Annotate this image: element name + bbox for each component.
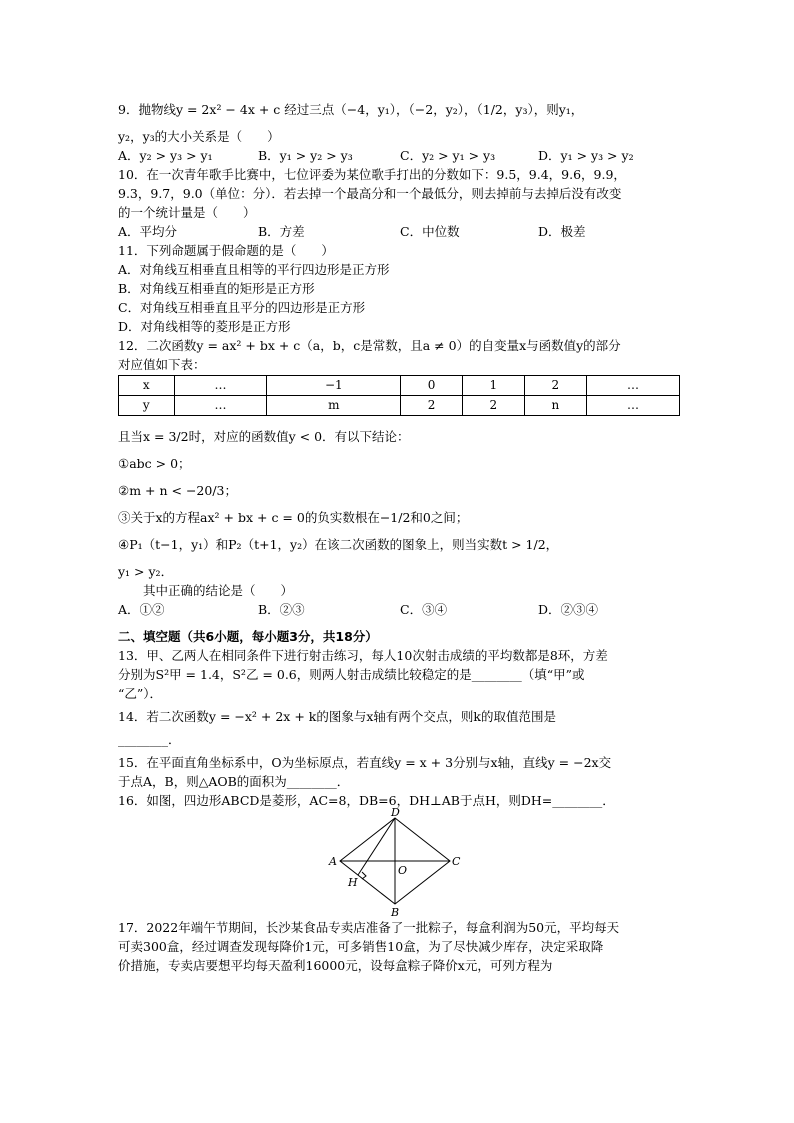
q11-option-c: C．对角线互相垂直且平分的四边形是正方形	[118, 300, 366, 315]
q12-conclusion-3: ③关于x的方程ax² + bx + c = 0的负实数根在−1/2和0之间；	[118, 510, 469, 525]
q10-option-c: C．中位数	[400, 224, 460, 239]
q17-line2: 可卖300盒，经过调查发现每降价1元，可多销售10盒，为了尽快减少库存，决定采取降	[118, 939, 604, 954]
q12-options	[118, 600, 680, 619]
q12-condition: 且当x = 3/2时，对应的函数值y < 0．有以下结论：	[118, 429, 410, 444]
q12-option-c: C．③④	[400, 602, 448, 617]
rhombus-diagram	[328, 806, 461, 919]
right-angle-mark	[362, 872, 366, 879]
q11-option-d: D．对角线相等的菱形是正方形	[118, 319, 291, 334]
table-cell: …	[587, 396, 680, 416]
q17-line3: 价措施，专卖店要想平均每天盈利16000元，设每盒粽子降价x元，可列方程为	[118, 958, 553, 973]
q9-option-d: D．y₁ > y₃ > y₂	[538, 148, 634, 163]
q12-option-a: A．①②	[118, 602, 165, 617]
table-cell: 2	[462, 396, 524, 416]
q12-value-table	[118, 375, 680, 416]
table-row-x	[119, 376, 680, 396]
table-cell: 1	[462, 376, 524, 396]
q12-question: 其中正确的结论是（ ）	[143, 583, 294, 598]
table-cell: n	[524, 396, 586, 416]
q12-conclusion-1: ①abc > 0；	[118, 456, 191, 471]
q11-option-b: B．对角线互相垂直的矩形是正方形	[118, 281, 315, 296]
q15-line1: 15．在平面直角坐标系中，O为坐标原点，若直线y = x + 3分别与x轴，直线y = −2x交	[118, 755, 612, 770]
q14-line2: ________．	[118, 732, 181, 747]
q9-line2: y₂，y₃的大小关系是（ ）	[118, 129, 280, 144]
q12-conclusion-4b: y₁ > y₂．	[118, 564, 174, 579]
table-cell: 2	[524, 376, 586, 396]
q15-line2: 于点A，B，则△AOB的面积为________．	[118, 774, 350, 789]
table-cell: y	[119, 396, 175, 416]
table-cell: x	[119, 376, 175, 396]
table-cell: 2	[401, 396, 463, 416]
table-cell: −1	[267, 376, 401, 396]
table-row-y	[119, 396, 680, 416]
q10-option-b: B．方差	[258, 224, 305, 239]
q13-line2: 分别为S²甲 = 1.4，S²乙 = 0.6，则两人射击成绩比较稳定的是________（填“甲”或	[118, 667, 585, 682]
label-a: A	[329, 855, 337, 868]
label-c: C	[452, 855, 461, 868]
q10-option-d: D．极差	[538, 224, 586, 239]
label-h: H	[348, 876, 358, 889]
table-cell: …	[174, 376, 267, 396]
q12-line1: 12．二次函数y = ax² + bx + c（a，b，c是常数，且a ≠ 0）的自变量x与函数值y的部分	[118, 338, 621, 353]
label-d: D	[391, 806, 400, 819]
perpendicular-dh	[358, 818, 395, 875]
q10-line2: 9.3，9.7，9.0（单位：分）．若去掉一个最高分和一个最低分，则去掉前与去掉后没有改变	[118, 186, 622, 201]
table-cell: …	[174, 396, 267, 416]
q10-options	[118, 222, 680, 241]
q9-line1: 9．抛物线y = 2x² − 4x + c 经过三点（−4，y₁），（−2，y₂），（1/2，y₃），则y₁，	[118, 102, 584, 117]
q12-option-d: D．②③④	[538, 602, 599, 617]
q12-option-b: B．②③	[258, 602, 305, 617]
q10-line1: 10．在一次青年歌手比赛中，七位评委为某位歌手打出的分数如下：9.5，9.4，9.6，9.9，	[118, 167, 626, 182]
label-b: B	[391, 906, 400, 919]
table-cell: m	[267, 396, 401, 416]
table-cell: 0	[401, 376, 463, 396]
q13-line1: 13．甲、乙两人在相同条件下进行射击练习，每人10次射击成绩的平均数都是8环，方差	[118, 648, 608, 663]
section-title: 二、填空题（共6小题，每小题3分，共18分）	[118, 629, 378, 644]
q11-option-a: A．对角线互相垂直且相等的平行四边形是正方形	[118, 262, 390, 277]
q12-line2: 对应值如下表：	[118, 357, 206, 372]
table-cell: …	[587, 376, 680, 396]
exam-page	[118, 100, 680, 975]
q10-option-a: A．平均分	[118, 224, 178, 239]
q14-line1: 14．若二次函数y = −x² + 2x + k的图象与x轴有两个交点，则k的取值范围是	[118, 709, 556, 724]
rhombus-figure	[118, 806, 680, 919]
q11-line1: 11．下列命题属于假命题的是（ ）	[118, 243, 334, 258]
q12-conclusion-2: ②m + n < −20/3；	[118, 483, 237, 498]
q16-line1: 16．如图，四边形ABCD是菱形，AC=8，DB=6，DH⊥AB于点H，则DH=________．	[118, 793, 615, 808]
q9-option-c: C．y₂ > y₁ > y₃	[400, 148, 496, 163]
q9-options	[118, 146, 680, 165]
label-o: O	[398, 864, 408, 877]
q12-conclusion-4a: ④P₁（t−1，y₁）和P₂（t+1，y₂）在该二次函数的图象上，则当实数t > 1/2，	[118, 537, 559, 552]
q9-option-b: B．y₁ > y₂ > y₃	[258, 148, 353, 163]
q9-option-a: A．y₂ > y₃ > y₁	[118, 148, 213, 163]
q13-line3: “乙”）．	[118, 686, 163, 701]
q10-line3: 的一个统计量是（ ）	[118, 205, 256, 220]
q17-line1: 17．2022年端午节期间，长沙某食品专卖店准备了一批粽子，每盒利润为50元，平均每天	[118, 920, 620, 935]
